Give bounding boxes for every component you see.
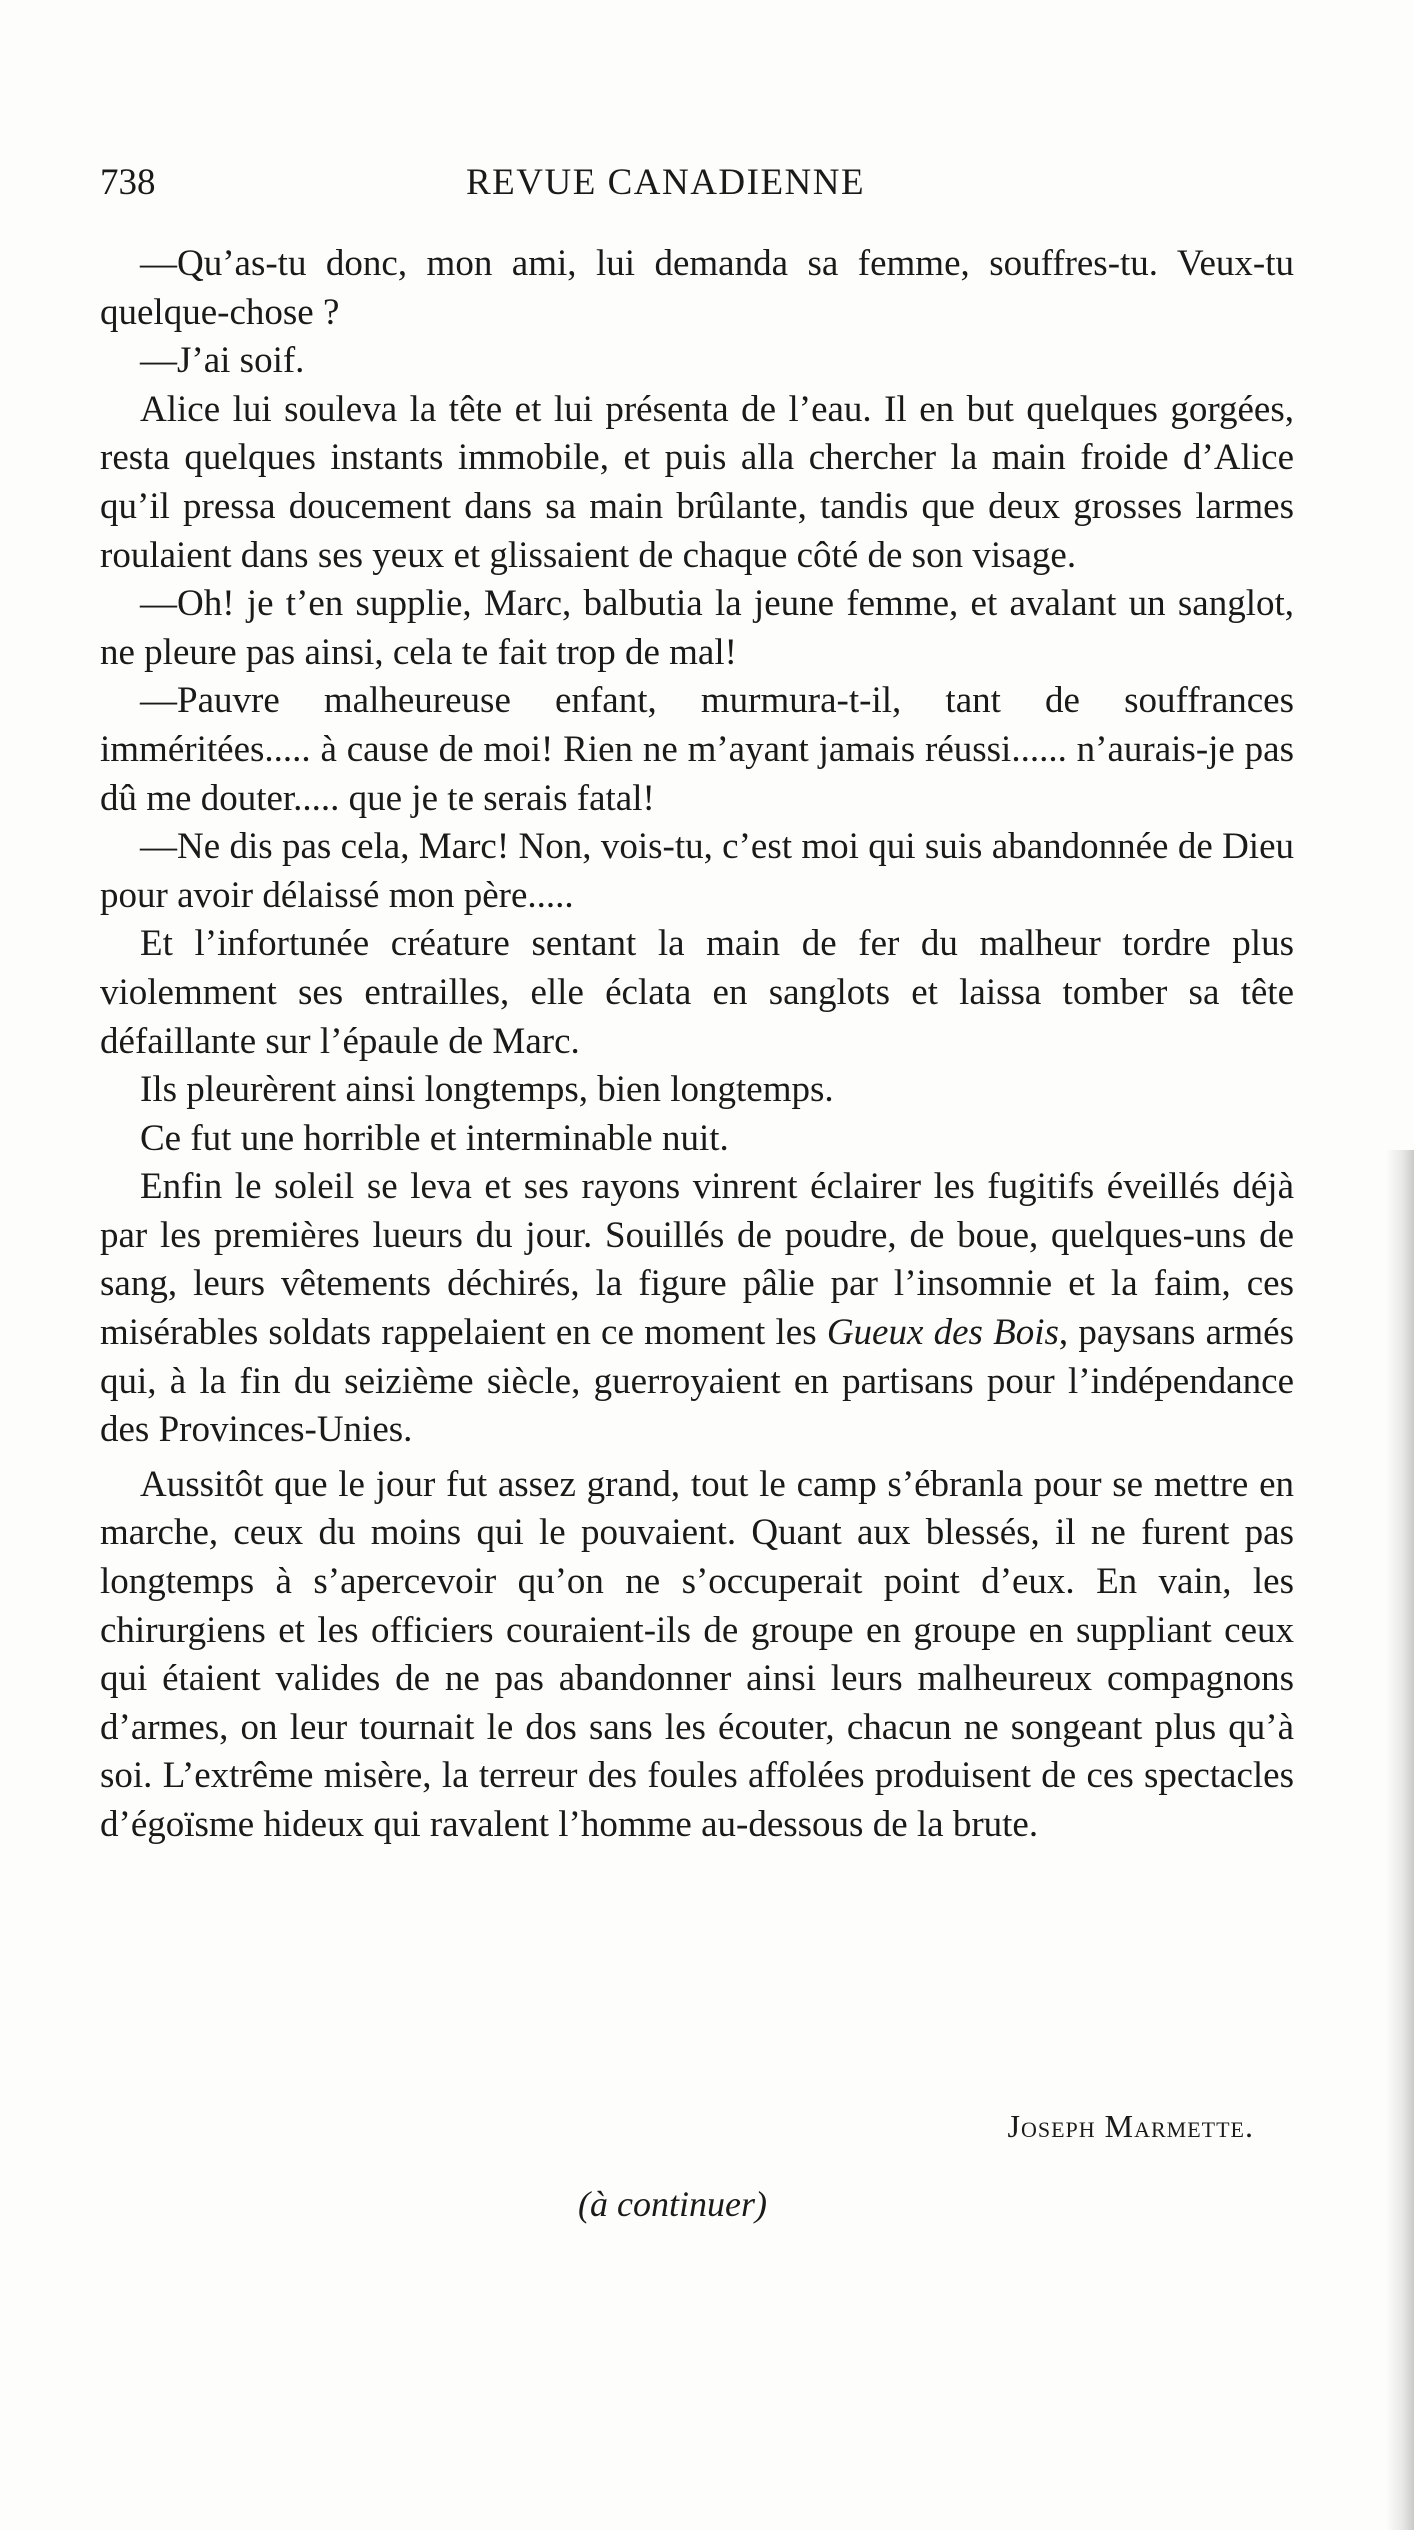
page-number: 738: [100, 162, 156, 203]
continue-note: (à continuer): [578, 2184, 767, 2224]
paragraph: Aussitôt que le jour fut assez grand, tout le camp s’ébranla pour se mettre en marche, ceux du moins qui le pouvaient. Quant aux blessés, il ne furent pas longtemps à s’apercevoir qu’on ne s’occuperait point d’eux. En vain, les chirurgiens et les officiers couraient-ils de groupe en groupe en suppliant ceux qui étaient valides de ne pas abandonner ainsi leurs malheureux compagnons d’armes, on leur tournait le dos sans les écouter, chacun ne songeant plus qu’à soi. L’extrême misère, la terreur des foules affolées produisent de ces spectacles d’égoïsme hideux qui ravalent l’homme au-dessous de la brute.: [100, 1463, 1294, 1845]
paragraph: Et l’infortunée créature sentant la main de fer du malheur tordre plus violemment ses entrailles, elle éclata en sanglots et laissa tomber sa tête défaillante sur l’épaule de Marc.: [100, 923, 1294, 1062]
paragraph-text: Enfin le soleil se leva et ses rayons vinrent éclairer les fugitifs éveillés déjà par les premières lueurs du jour. Souillés de poudre, de boue, quelques-uns de sang, leurs vêtements déchirés, la figure pâlie par l’insomnie et la faim, ces misérables soldats rappelaient en ce moment les: [100, 1166, 1294, 1354]
paragraph-text-tail: , paysans armés qui, à la fin du seizième siècle, guerroyaient en partisans pour l’indépendance des Provinces-Unies.: [100, 1312, 1294, 1451]
author-signature: Joseph Marmette.: [1007, 2108, 1254, 2144]
page-edge-shadow: [1386, 1150, 1414, 2530]
paragraph: Alice lui souleva la tête et lui présenta de l’eau. Il en but quelques gorgées, resta quelques instants immobile, et puis alla chercher la main froide d’Alice qu’il pressa doucement dans sa main brûlante, tandis que deux grosses larmes roulaient dans ses yeux et glissaient de chaque côté de son visage.: [100, 388, 1294, 576]
paragraph: —Pauvre malheureuse enfant, murmura-t-il, tant de souffrances imméritées..... à cause de moi! Rien ne m’ayant jamais réussi...... n’aurais-je pas dû me douter..... que je te serais fatal!: [100, 680, 1294, 819]
running-title: REVUE CANADIENNE: [466, 162, 866, 203]
page-header: [100, 158, 1294, 208]
paragraph: —Ne dis pas cela, Marc! Non, vois-tu, c’est moi qui suis abandonnée de Dieu pour avoir délaissé mon père.....: [100, 826, 1294, 916]
paragraph: —Oh! je t’en supplie, Marc, balbutia la jeune femme, et avalant un sanglot, ne pleure pas ainsi, cela te fait trop de mal!: [100, 583, 1294, 673]
body-text: [100, 240, 1294, 1850]
paragraph: —Qu’as-tu donc, mon ami, lui demanda sa femme, souffres-tu. Veux-tu quelque-chose ?: [100, 243, 1294, 333]
paragraph: Ce fut une horrible et interminable nuit.: [140, 1117, 729, 1159]
italic-phrase: Gueux des Bois: [826, 1312, 1059, 1354]
paragraph: Ils pleurèrent ainsi longtemps, bien longtemps.: [140, 1069, 834, 1111]
paragraph: [100, 1163, 1294, 1455]
paragraph: —J’ai soif.: [140, 340, 305, 382]
